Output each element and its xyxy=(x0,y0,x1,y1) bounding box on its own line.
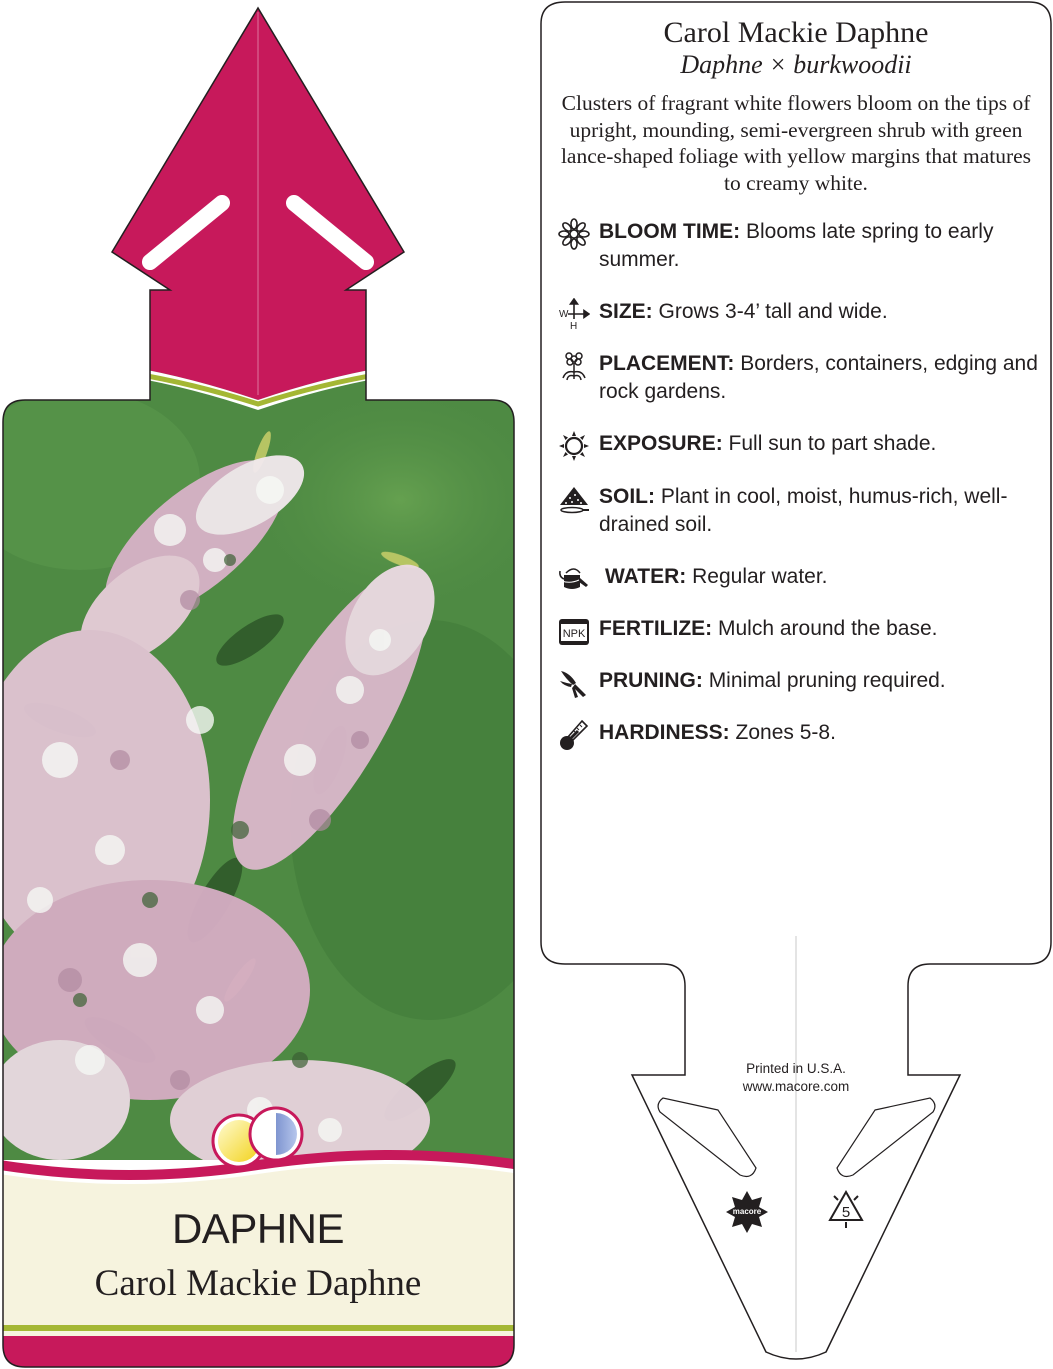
placement-plant-icon xyxy=(558,350,590,382)
printed-website: www.macore.com xyxy=(742,1079,850,1094)
macore-logo-text: macore xyxy=(732,1207,762,1216)
attr-size xyxy=(558,298,1043,330)
botanical-name: Daphne × burkwoodii xyxy=(680,50,912,79)
attr-label: PRUNING: xyxy=(599,669,703,692)
attr-label: FERTILIZE: xyxy=(599,617,713,640)
back-common-name: Carol Mackie Daphne xyxy=(663,16,929,49)
size-h-letter: H xyxy=(570,321,578,330)
watering-can-icon xyxy=(558,563,590,595)
soil-icon xyxy=(558,483,590,515)
attr-value: Grows 3-4’ tall and wide. xyxy=(658,300,888,323)
front-genus-name: DAPHNE xyxy=(171,1205,345,1252)
attr-hardiness xyxy=(558,719,1043,747)
size-w-letter: W xyxy=(559,309,569,320)
attr-value: Regular water. xyxy=(692,565,828,588)
attr-value: Full sun to part shade. xyxy=(728,432,937,455)
attr-label: EXPOSURE: xyxy=(599,432,723,455)
thermometer-icon xyxy=(558,719,590,751)
attr-value: Minimal pruning required. xyxy=(708,669,946,692)
part-shade-badge-icon xyxy=(250,1108,302,1160)
attr-label: BLOOM TIME: xyxy=(599,220,741,243)
attr-value: Plant in cool, moist, humus-rich, well-drained soil. xyxy=(599,485,1008,536)
attr-label: SOIL: xyxy=(599,485,655,508)
attr-exposure xyxy=(558,430,1043,458)
printed-country: Printed in U.S.A. xyxy=(746,1061,846,1076)
tag-front xyxy=(0,0,520,1369)
front-common-name: Carol Mackie Daphne xyxy=(94,1263,422,1304)
attr-label: SIZE: xyxy=(599,300,653,323)
size-arrows-icon xyxy=(558,298,590,330)
attr-placement xyxy=(558,350,1043,406)
pruning-shears-icon xyxy=(558,667,590,699)
sun-exposure-icon xyxy=(558,430,590,462)
attr-label: PLACEMENT: xyxy=(599,352,735,375)
attr-value: Borders, containers, edging and rock gardens. xyxy=(599,352,1038,403)
attr-value: Mulch around the base. xyxy=(718,617,938,640)
recycle-number: 5 xyxy=(841,1204,851,1221)
attr-water xyxy=(558,563,1043,591)
back-title-block xyxy=(541,16,1051,80)
plant-description: Clusters of fragrant white flowers bloom on the tips of upright, mounding, semi-evergreen shrub with green lance-shaped foliage with yellow margins that matures to creamy white. xyxy=(560,91,1032,195)
attr-bloom-time xyxy=(558,218,1043,274)
attr-value: Blooms late spring to early summer. xyxy=(599,220,994,271)
attr-soil xyxy=(558,483,1043,539)
printed-info xyxy=(690,1060,902,1096)
attr-pruning xyxy=(558,667,1043,695)
attr-value: Zones 5-8. xyxy=(735,721,836,744)
attr-label: HARDINESS: xyxy=(599,721,730,744)
attr-fertilize xyxy=(558,615,1043,643)
bloom-flower-icon xyxy=(558,218,590,250)
npk-label: NPK xyxy=(562,628,586,640)
attr-label: WATER: xyxy=(605,565,687,588)
npk-fertilizer-icon xyxy=(558,615,590,647)
